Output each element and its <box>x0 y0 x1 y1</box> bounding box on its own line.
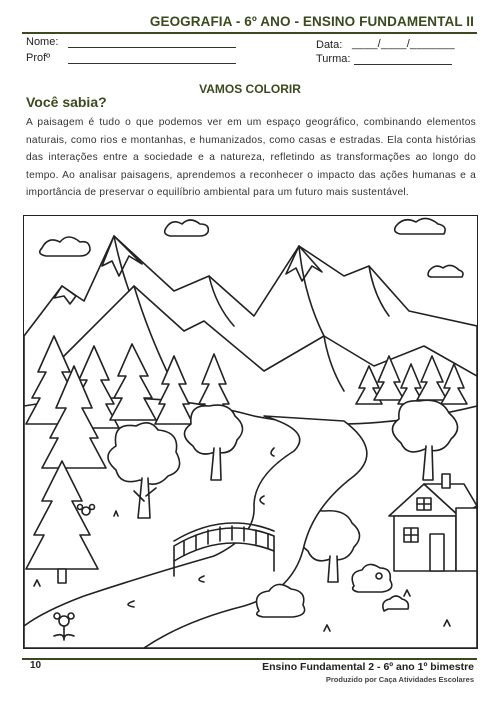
activity-text: A paisagem é tudo o que podemos ver em um espaço geográfico, combinando elementos naturais, como rios e montanhas, e humanizados, como casas e estradas. Ela conta histórias das interações entre a sociedade e a natureza, refletindo as transformações ao longo do tempo. Ao analisar paisagens, aprendemos a reconhecer o impacto das ações humanas e a importância de preservar o equilíbrio ambiental para um futuro mais sustentável. <box>26 117 476 198</box>
nome-label: Nome: <box>26 36 59 48</box>
cloud-center <box>165 220 209 236</box>
coloring-illustration <box>23 215 478 649</box>
data-field[interactable]: ____/____/_______ <box>352 38 455 50</box>
turma-label: Turma: <box>316 53 351 65</box>
activity-subtitle: Você sabia? <box>26 94 107 110</box>
prof-label: Profº <box>26 52 51 64</box>
turma-field[interactable] <box>354 64 452 65</box>
footer-producer: Produzido por Caça Atividades Escolares <box>325 675 474 684</box>
page-number: 10 <box>30 660 42 671</box>
prof-field[interactable] <box>68 63 236 64</box>
landscape-drawing <box>24 216 477 648</box>
worksheet-header-title: GEOGRAFIA - 6º ANO - ENSINO FUNDAMENTAL II <box>149 14 474 29</box>
activity-title: VAMOS COLORIR <box>199 82 301 96</box>
footer-rule <box>22 658 477 660</box>
nome-field[interactable] <box>68 47 236 48</box>
cloud-left <box>40 237 90 256</box>
data-label: Data: <box>316 39 343 51</box>
footer-course: Ensino Fundamental 2 - 6º ano 1º bimestre <box>262 661 474 673</box>
header-rule <box>22 32 477 34</box>
cloud-right <box>395 218 463 277</box>
